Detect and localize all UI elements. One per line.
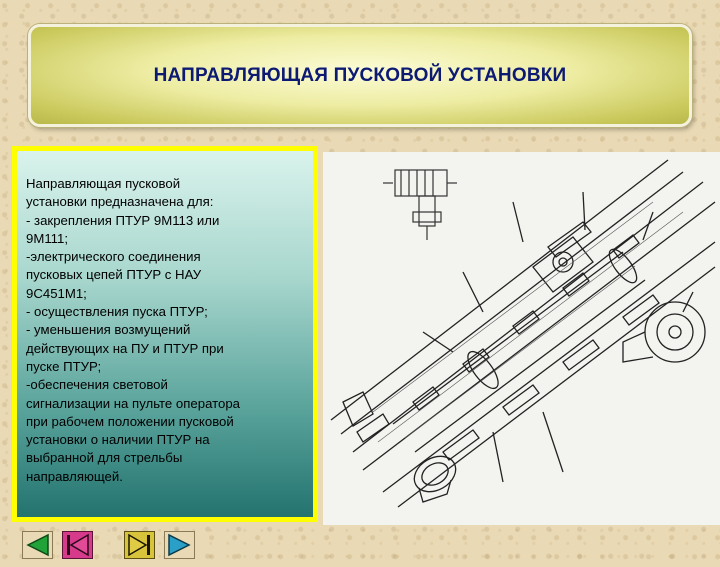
triangle-left-icon (22, 531, 53, 559)
description-panel (12, 146, 318, 522)
triangle-right-icon (164, 531, 195, 559)
previous-slide-button[interactable] (22, 531, 53, 559)
first-slide-button[interactable] (62, 531, 93, 559)
slide-title: НАПРАВЛЯЮЩАЯ ПУСКОВОЙ УСТАНОВКИ (153, 64, 567, 86)
last-slide-button[interactable] (124, 531, 155, 559)
next-slide-button[interactable] (164, 531, 195, 559)
launcher-rail-drawing (323, 152, 720, 525)
skip-to-end-icon (124, 531, 155, 559)
title-banner (28, 24, 692, 127)
description-text: Направляющая пусковой установки предназначена для: - закрепления ПТУР 9М113 или 9М111; -электрического соединения пусковых цепей ПТУР с НАУ 9С451М1; - осуществления пуска ПТУР; - уменьшения возмущений действующих на ПУ и ПТУР при пуске ПТУР; -обеспечения световой сигнализации на пульте оператора при рабочем положении пусковой установки о наличии ПТУР на выбранной для стрельбы направляющей. (26, 176, 241, 484)
skip-to-start-icon (62, 531, 93, 559)
technical-drawing-image (323, 152, 720, 525)
